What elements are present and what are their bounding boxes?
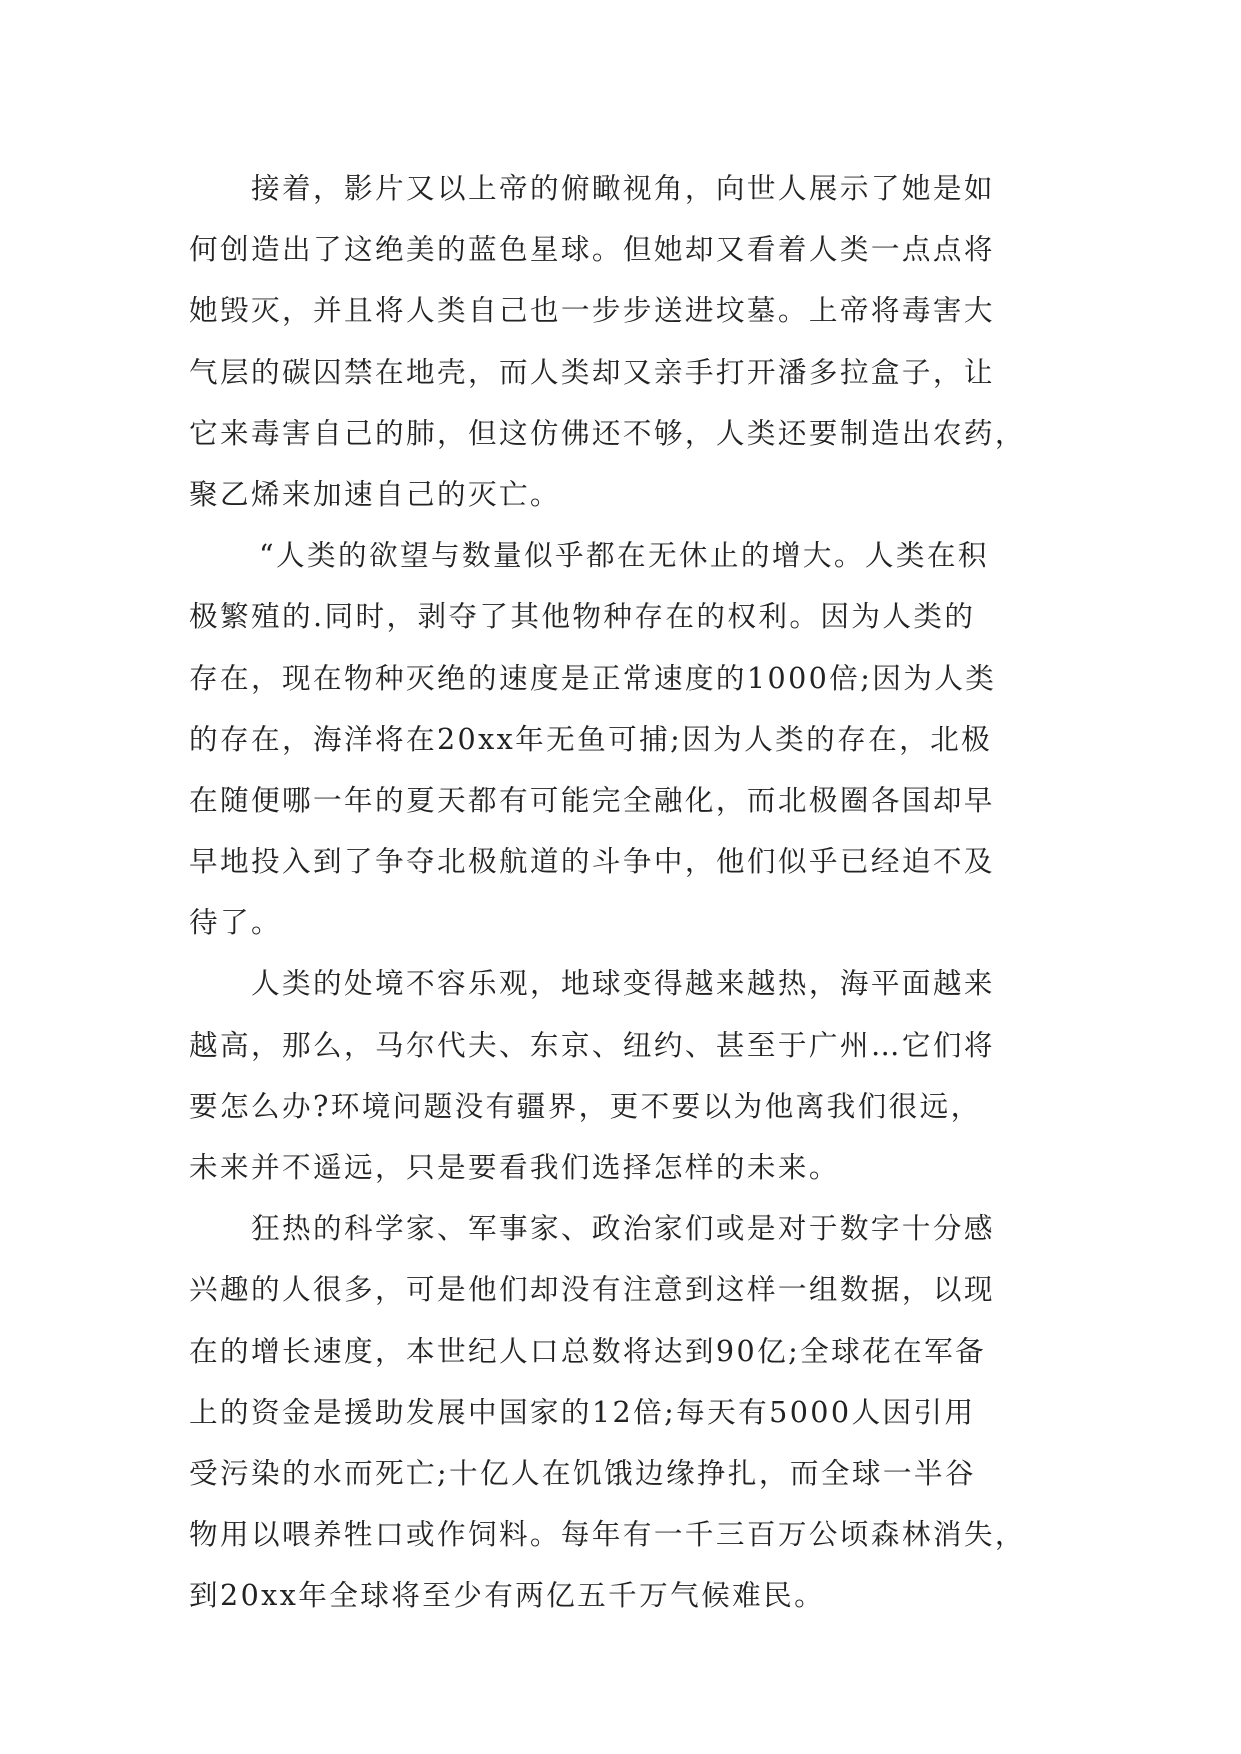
text-line: 何创造出了这绝美的蓝色星球。但她却又看着人类一点点将 — [189, 232, 995, 267]
text-line: 聚乙烯来加速自己的灭亡。 — [189, 476, 561, 511]
text-line: 要怎么办?环境问题没有疆界，更不要以为他离我们很远， — [189, 1088, 982, 1123]
text-line: 在的增长速度，本世纪人口总数将达到90亿;全球花在军备 — [189, 1333, 987, 1368]
text-line: 接着，影片又以上帝的俯瞰视角，向世人展示了她是如 — [251, 171, 995, 205]
text-line: 极繁殖的.同时，剥夺了其他物种存在的权利。因为人类的 — [189, 599, 976, 634]
text-line: 存在，现在物种灭绝的速度是正常速度的1000倍;因为人类 — [189, 660, 997, 695]
paragraph-2 — [189, 525, 1055, 953]
text-line: 兴趣的人很多，可是他们却没有注意到这样一组数据，以现 — [189, 1272, 995, 1307]
paragraph-1 — [189, 158, 1055, 525]
paragraph-4 — [189, 1198, 1055, 1626]
text-line: 在随便哪一年的夏天都有可能完全融化，而北极圈各国却早 — [189, 782, 995, 817]
text-line: 的存在，海洋将在20xx年无鱼可捕;因为人类的存在，北极 — [189, 721, 993, 756]
text-line: 受污染的水而死亡;十亿人在饥饿边缘挣扎，而全球一半谷 — [189, 1455, 976, 1490]
text-line: 她毁灭，并且将人类自己也一步步送进坟墓。上帝将毒害大 — [189, 293, 995, 328]
text-line: 到20xx年全球将至少有两亿五千万气候难民。 — [189, 1578, 826, 1613]
text-line: 气层的碳囚禁在地壳，而人类却又亲手打开潘多拉盒子，让 — [189, 354, 995, 389]
text-line: 越高，那么，马尔代夫、东京、纽约、甚至于广州…它们将 — [189, 1027, 995, 1062]
text-line: 早地投入到了争夺北极航道的斗争中，他们似乎已经迫不及 — [189, 844, 995, 879]
text-line: 待了。 — [189, 905, 282, 940]
text-line: 物用以喂养牲口或作饲料。每年有一千三百万公顷森林消失， — [189, 1517, 1026, 1552]
text-line: 狂热的科学家、军事家、政治家们或是对于数字十分感 — [251, 1211, 995, 1246]
text-line: “人类的欲望与数量似乎都在无休止的增大。人类在积 — [259, 538, 989, 573]
paragraph-3 — [189, 953, 1055, 1198]
document-body — [189, 158, 1055, 1627]
text-line: 它来毒害自己的肺，但这仿佛还不够，人类还要制造出农药， — [189, 415, 1026, 450]
text-line: 人类的处境不容乐观，地球变得越来越热，海平面越来 — [251, 966, 995, 1001]
text-line: 上的资金是援助发展中国家的12倍;每天有5000人因引用 — [189, 1394, 976, 1429]
text-line: 未来并不遥远，只是要看我们选择怎样的未来。 — [189, 1150, 840, 1184]
